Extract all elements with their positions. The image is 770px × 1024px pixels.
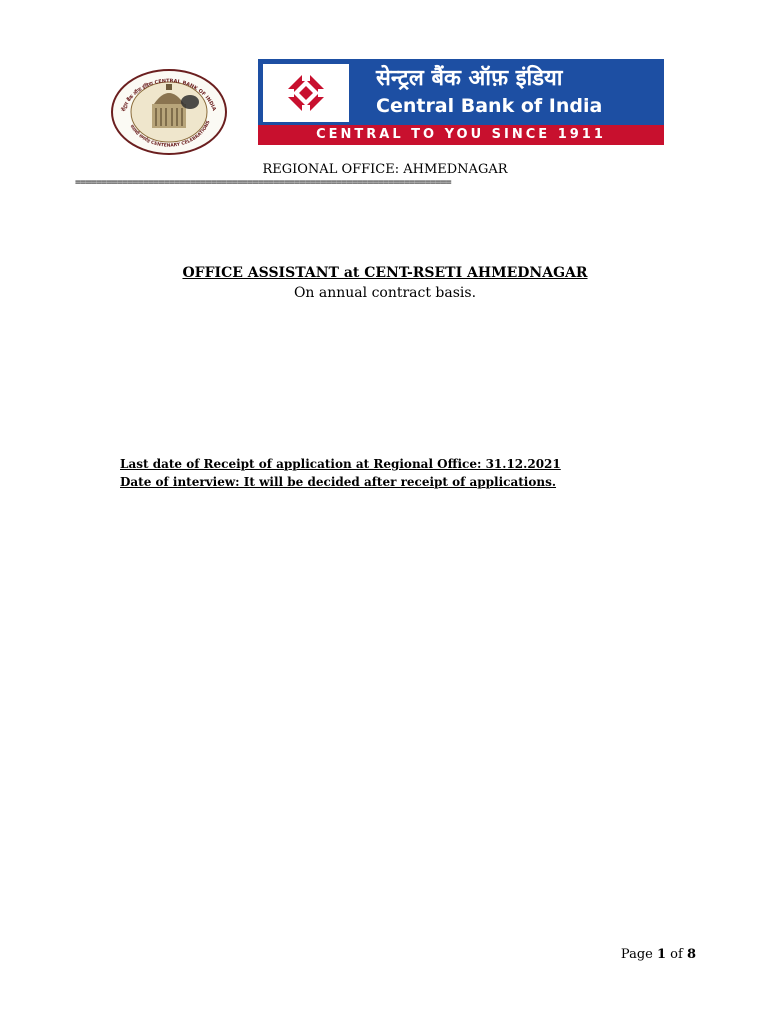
notice-subtitle: On annual contract basis. <box>293 285 477 301</box>
regional-office-heading: REGIONAL OFFICE: AHMEDNAGAR <box>262 162 508 177</box>
bank-name-hindi: सेन्ट्रल बैंक ऑफ़ इंडिया <box>376 66 563 91</box>
interview-date-line: Date of interview: It will be decided after receipt of applications. <box>120 475 557 489</box>
centenary-seal-icon <box>110 68 228 156</box>
separator-rule: ======================================================================== <box>75 177 451 188</box>
page-current: 1 <box>656 947 667 962</box>
svg-text:सेंट्रल बैंक ऑफ़ इंडिया CENTRA: सेंट्रल बैंक ऑफ़ इंडिया CENTRAL BANK OF INDIA <box>120 78 217 113</box>
bank-logo <box>263 64 349 122</box>
page-total: 8 <box>686 947 696 962</box>
centenary-seal <box>110 68 228 156</box>
svg-text:शताब्दी समारोह CENTENARY CELEB: शताब्दी समारोह CENTENARY CELEBRATIONS <box>128 120 212 149</box>
bank-name-english: Central Bank of India <box>376 95 603 117</box>
bank-logo-icon <box>263 64 349 122</box>
page-of: of <box>670 947 683 962</box>
last-date-line: Last date of Receipt of application at Regional Office: 31.12.2021 <box>120 457 561 471</box>
notice-title: OFFICE ASSISTANT at CENT-RSETI AHMEDNAGAR <box>182 265 588 281</box>
page-label: Page <box>620 947 653 962</box>
bank-tagline: CENTRAL TO YOU SINCE 1911 <box>258 125 664 145</box>
bank-banner <box>258 59 664 145</box>
page-number <box>621 946 696 964</box>
